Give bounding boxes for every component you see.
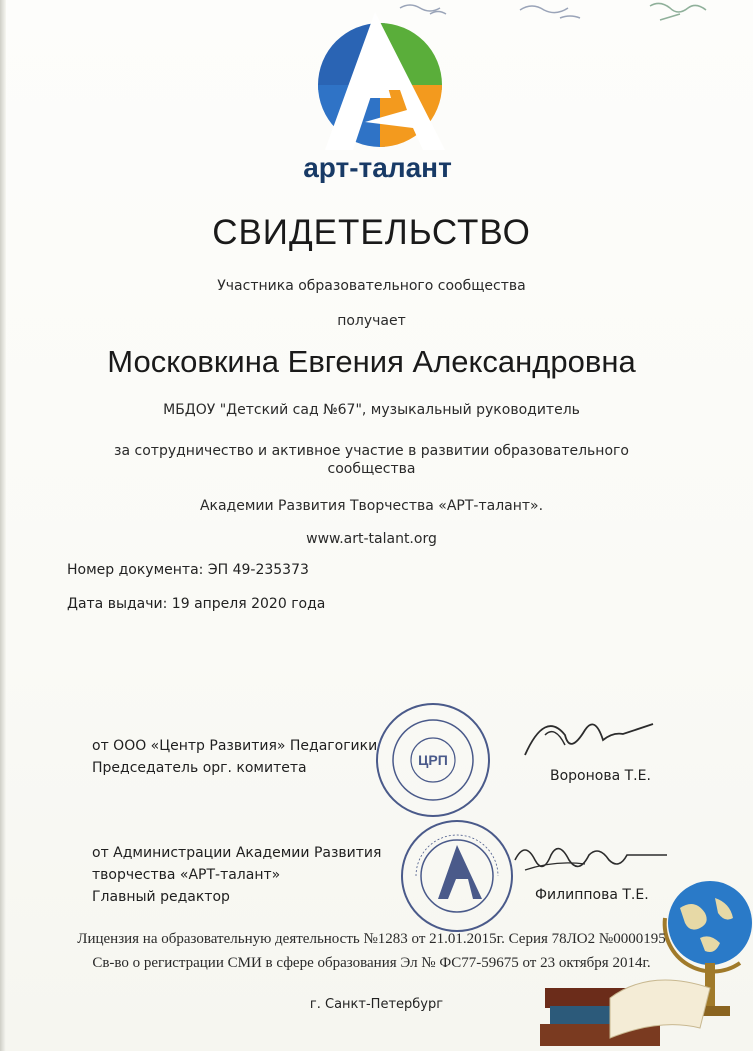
signature-1-name: Воронова Т.Е. xyxy=(550,768,651,784)
academy-name: Академии Развития Творчества «АРТ-талант». xyxy=(199,498,544,514)
signature-1-line-2: Председатель орг. комитета xyxy=(92,760,307,776)
registration-text: Св-во о регистрации СМИ в сфере образования Эл № ФС77-59675 от 23 октября 2014г. xyxy=(92,955,651,971)
signature-2-line-2: творчества «АРТ-талант» xyxy=(92,867,281,883)
issue-date: Дата выдачи: 19 апреля 2020 года xyxy=(67,596,326,612)
brand-name: арт-талант xyxy=(303,152,452,183)
signature-2-line-3: Главный редактор xyxy=(92,889,230,905)
website-text: www.art-talant.org xyxy=(306,531,437,547)
license-text: Лицензия на образовательную деятельность №1283 от 21.01.2015г. Серия 78ЛО2 №0000195 xyxy=(77,931,666,947)
certificate-title: СВИДЕТЕЛЬСТВО xyxy=(212,213,531,252)
receives-label: получает xyxy=(337,313,406,329)
recipient-name: Московкина Евгения Александровна xyxy=(107,344,636,379)
signature-block-2 xyxy=(92,842,381,908)
signature-1-line-1: от ООО «Центр Развития» Педагогики xyxy=(92,738,378,754)
signature-2-name: Филиппова Т.Е. xyxy=(535,887,649,903)
stamp-center-text: ЦРП xyxy=(418,752,448,768)
signature-2-line-1: от Администрации Академии Развития xyxy=(92,845,382,861)
signature-block-1 xyxy=(92,735,377,779)
reason-line-1: за сотрудничество и активное участие в развитии образовательного xyxy=(114,443,629,459)
city-text: г. Санкт-Петербург xyxy=(309,997,444,1012)
certificate-subtitle: Участника образовательного сообщества xyxy=(217,278,526,294)
academy-stamp xyxy=(398,817,516,935)
art-talant-logo xyxy=(295,10,465,160)
crp-stamp xyxy=(373,700,493,820)
reason-line-2: сообщества xyxy=(327,461,416,477)
recipient-organization: МБДОУ "Детский сад №67", музыкальный руководитель xyxy=(163,402,580,418)
document-number: Номер документа: ЭП 49-235373 xyxy=(67,562,309,578)
paper-edge xyxy=(0,0,6,1051)
